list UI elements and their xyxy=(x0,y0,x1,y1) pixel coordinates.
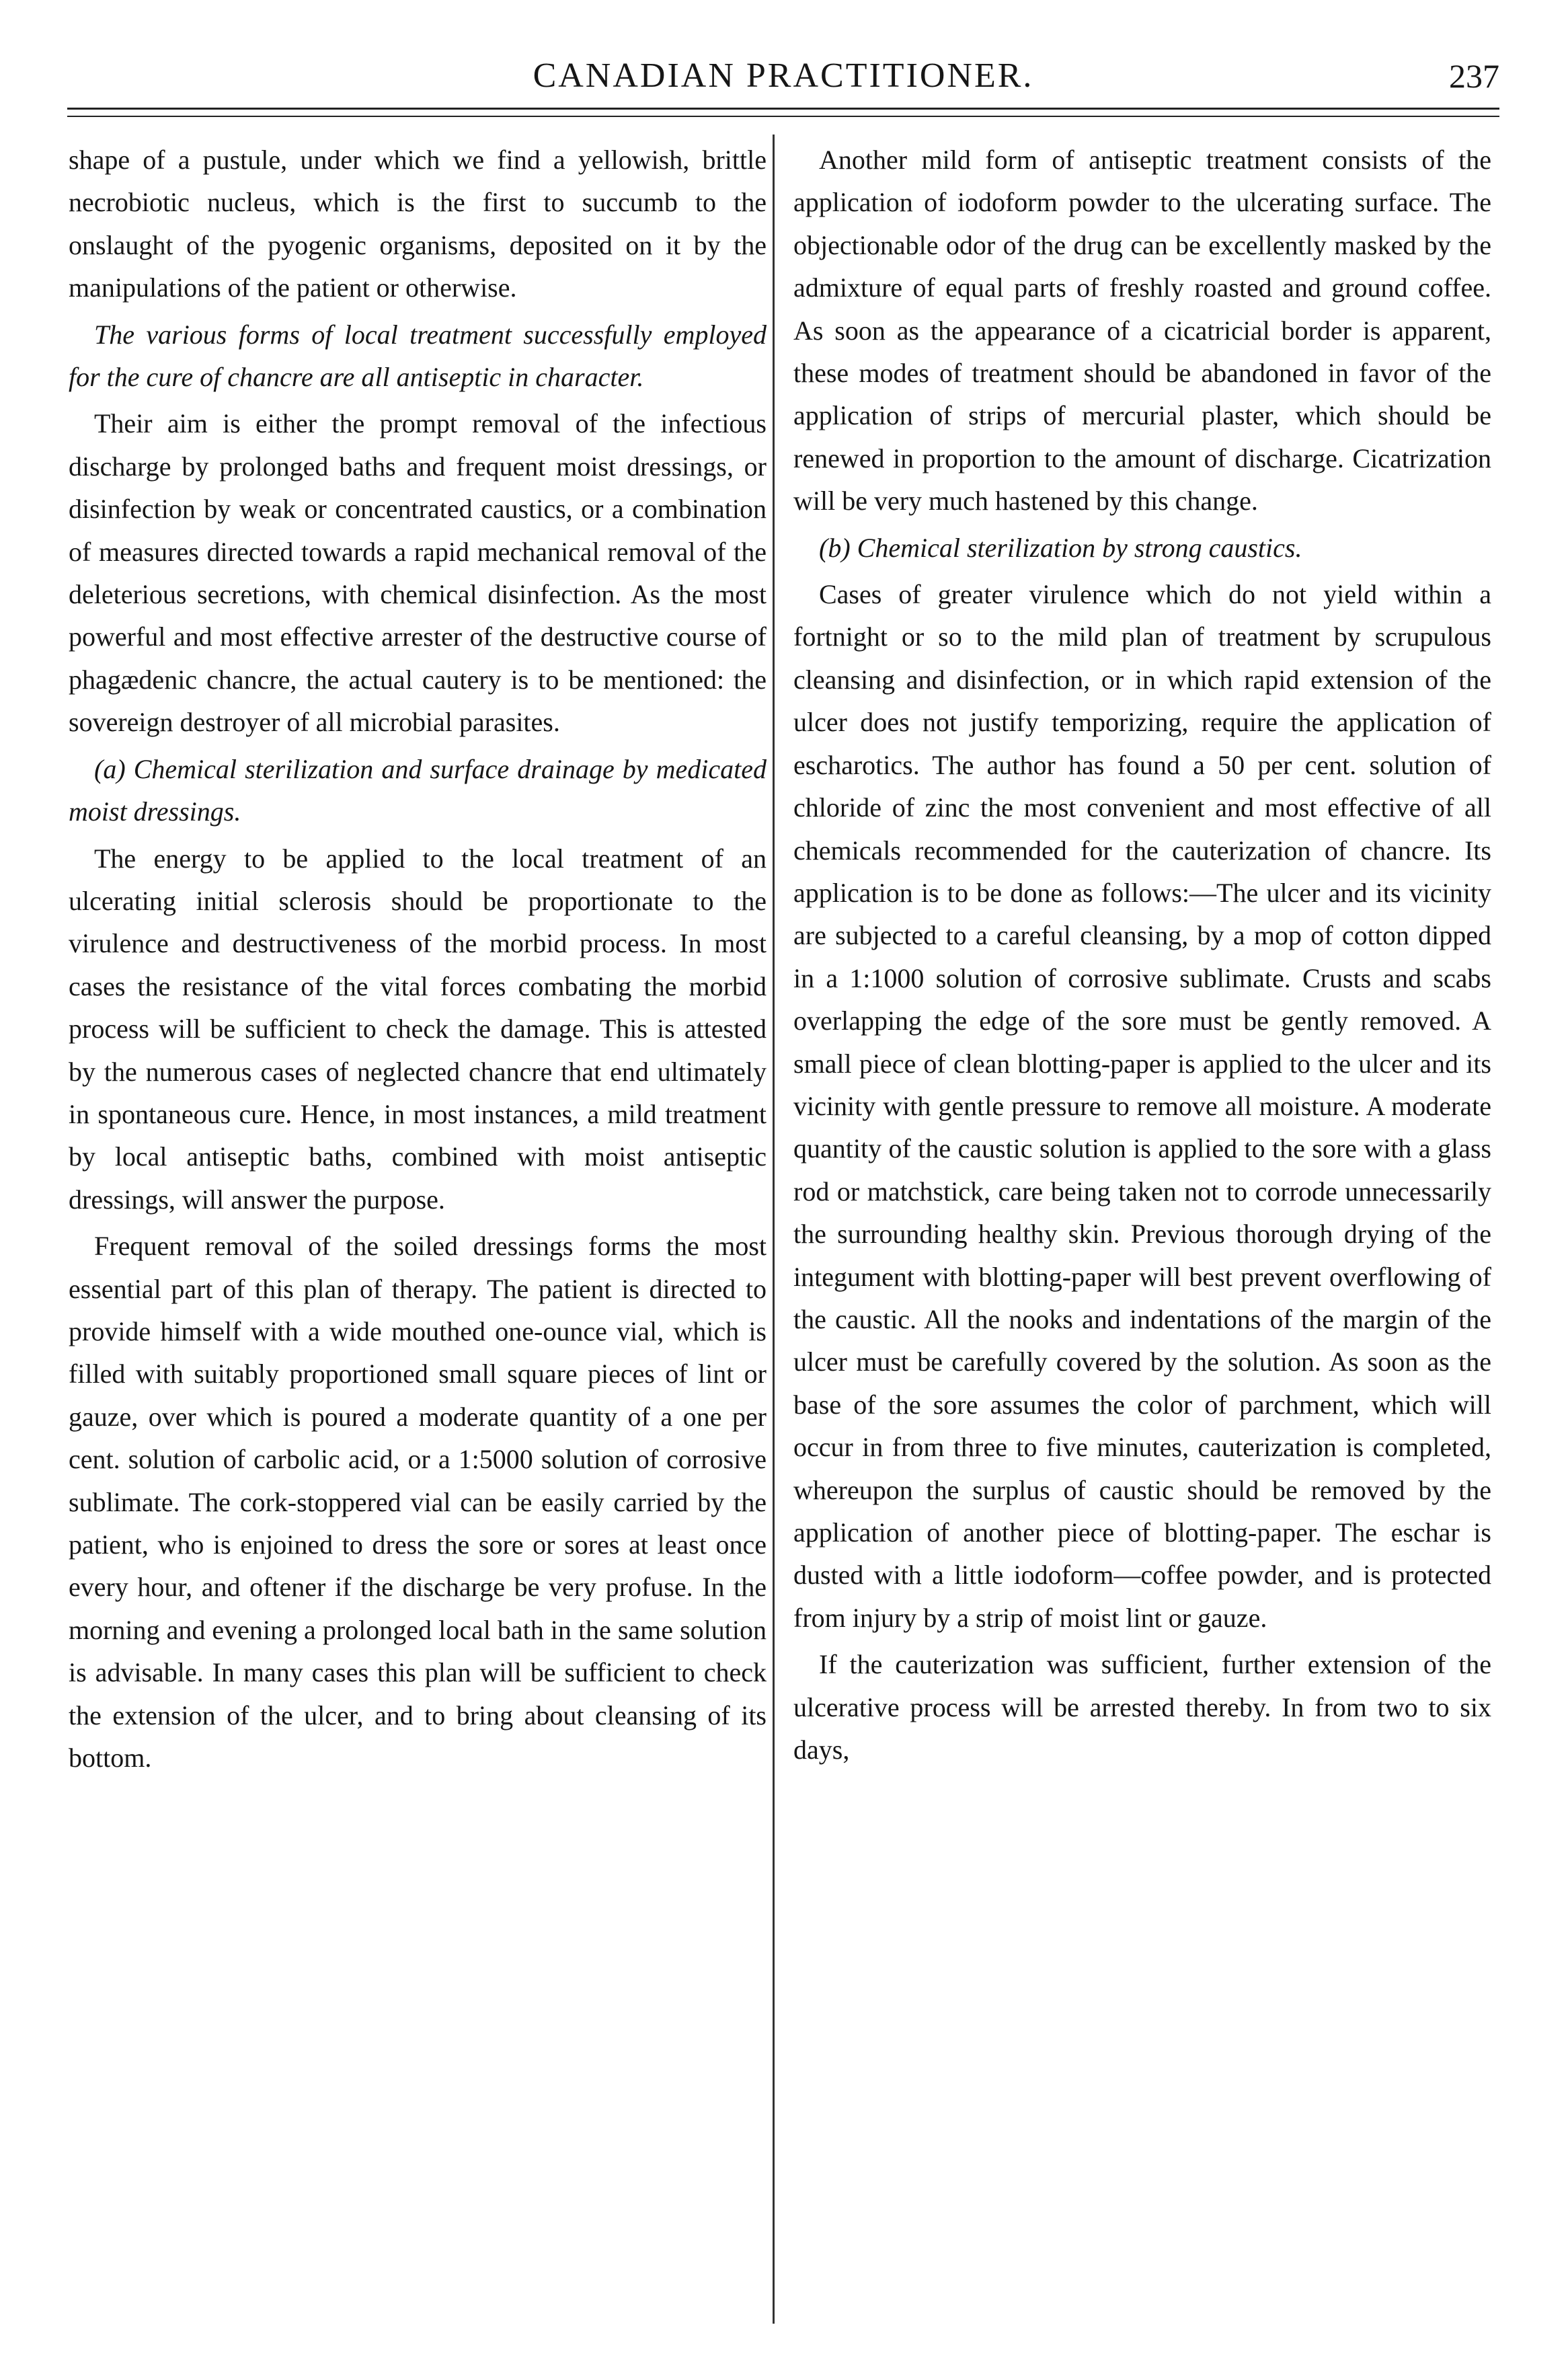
running-title: CANADIAN PRACTITIONER. xyxy=(533,56,1034,95)
header-rule-bottom xyxy=(67,116,1499,117)
right-column xyxy=(793,139,1491,1775)
paragraph: Their aim is either the prompt removal of the infectious discharge by prolonged baths and frequent moist dressings, or disinfection by weak or concentrated caustics, or a combination of measures directed towards a rapid mechanical removal of the deleterious secretions, with chemical disinfection. As the most powerful and most effective arrester of the destructive course of phagædenic chancre, the actual cautery is to be mentioned: the sovereign destroyer of all microbial parasites. xyxy=(69,408,767,738)
page-number: 237 xyxy=(1449,57,1499,95)
paragraph: Cases of greater virulence which do not yield within a fortnight or so to the mild plan of treatment by scrupulous cleansing and disinfection, or in which rapid extension of the ulcer does not justify temporizing, require the application of escharotics. The author has found a 50 per cent. solution of chloride of zinc the most convenient and most effective of all chemicals recommended for the cauterization of chancre. Its application is to be done as follows:—The ulcer and its vicinity are subjected to a careful cleansing, by a mop of cotton dipped in a 1:1000 solution of corrosive sublimate. Crusts and scabs overlapping the edge of the sore must be gently removed. A small piece of clean blotting-paper is applied to the ulcer and its vicinity with gentle pressure to remove all moisture. A moderate quantity of the caustic solution is applied to the sore with a glass rod or matchstick, care being taken not to corrode unnecessarily the surrounding healthy skin. Previous thorough drying of the integument with blotting-paper will best prevent overflowing of the caustic. All the nooks and indentations of the margin of the ulcer must be carefully covered by the solution. As soon as the base of the sore assumes the color of parchment, which will occur in from three to five minutes, cauterization is completed, whereupon the surplus of caustic should be removed by the application of another piece of blotting-paper. The eschar is dusted with a little iodoform—coffee powder, and is protected from injury by a strip of moist lint or gauze. xyxy=(793,579,1491,1633)
section-heading-b: (b) Chemical sterilization by strong caustics. xyxy=(819,532,1302,563)
paragraph: shape of a pustule, under which we find a yellowish, brittle necrobiotic nucleus, which is the first to succumb to the onslaught of the pyogenic organisms, deposited on it by the manipulations of the patient or otherwise. xyxy=(69,145,767,303)
italic-statement: The various forms of local treatment successfully employed for the cure of chancre are all antiseptic in character. xyxy=(69,319,767,393)
paragraph: If the cauterization was sufficient, further extension of the ulcerative process will be arrested thereby. In from two to six days, xyxy=(793,1649,1491,1765)
paragraph: Another mild form of antiseptic treatment consists of the application of iodoform powder to the ulcerating surface. The objectionable odor of the drug can be excellently masked by the admixture of equal parts of freshly roasted and ground coffee. As soon as the appearance of a cicatricial border is apparent, these modes of treatment should be abandoned in favor of the application of strips of mercurial plaster, which should be renewed in proportion to the amount of discharge. Cicatrization will be very much hastened by this change. xyxy=(793,145,1491,517)
paragraph: Frequent removal of the soiled dressings forms the most essential part of this plan of therapy. The patient is directed to provide himself with a wide mouthed one-ounce vial, which is filled with suitably proportioned small square pieces of lint or gauze, over which is poured a moderate quantity of a one per cent. solution of carbolic acid, or a 1:5000 solution of corrosive sublimate. The cork-stoppered vial can be easily carried by the patient, who is enjoined to dress the sore or sores at least once every hour, and oftener if the discharge be very profuse. In the morning and evening a prolonged local bath in the same solution is advisable. In many cases this plan will be sufficient to check the extension of the ulcer, and to bring about cleansing of its bottom. xyxy=(69,1231,767,1774)
header-rule-top xyxy=(67,108,1499,110)
paragraph: The energy to be applied to the local treatment of an ulcerating initial sclerosis should be proportionate to the virulence and destructiveness of the morbid process. In most cases the resistance of the vital forces combating the morbid process will be sufficient to check the damage. This is attested by the numerous cases of neglected chancre that end ultimately in spontaneous cure. Hence, in most instances, a mild treatment by local antiseptic baths, combined with moist antiseptic dressings, will answer the purpose. xyxy=(69,843,767,1215)
column-divider xyxy=(773,135,775,2324)
page-header xyxy=(67,52,1499,100)
left-column xyxy=(69,139,767,1783)
section-heading-a: (a) Chemical sterilization and surface drainage by medicated moist dressings. xyxy=(69,753,767,827)
